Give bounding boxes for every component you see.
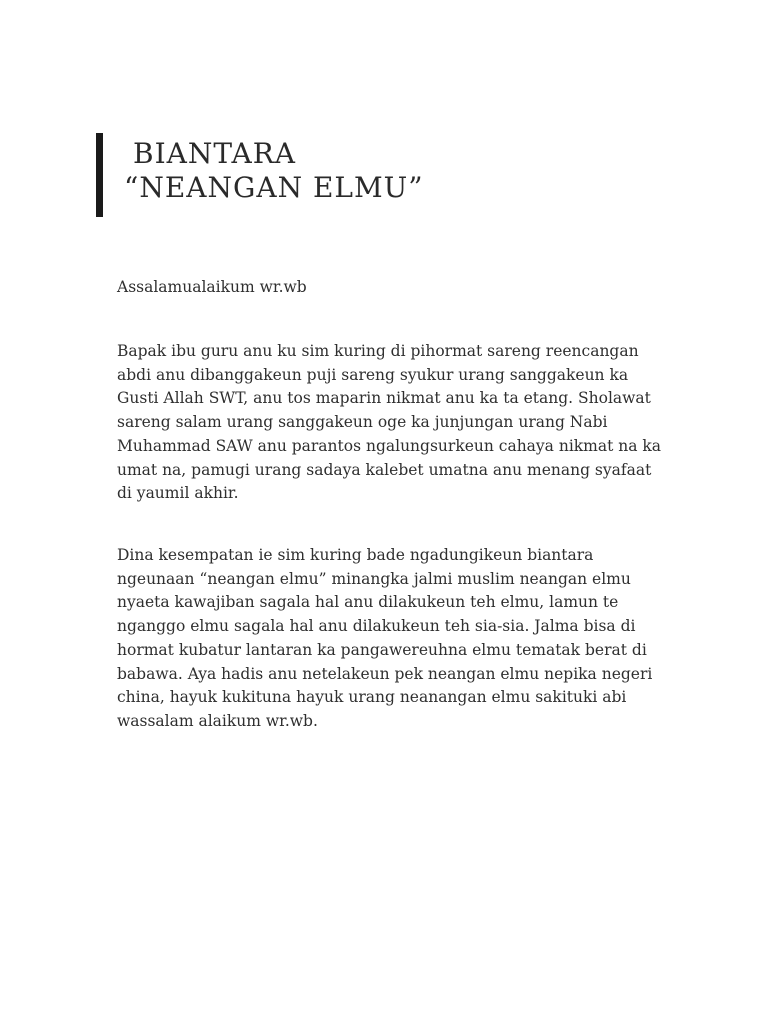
paragraph-opening: Bapak ibu guru anu ku sim kuring di pihormat sareng reencangan abdi anu dibanggakeun puji sareng syukur urang sanggakeun ka Gusti Allah SWT, anu tos maparin nikmat anu ka ta etang. Sholawat sareng salam urang sanggakeun oge ka junjungan urang Nabi Muhammad SAW anu parantos ngalungsurkeun cahaya nikmat na ka umat na, pamugi urang sadaya kalebet umatna anu menang syafaat di yaumil akhir. bbox=[117, 342, 662, 503]
title-line-1: BIANTARA bbox=[133, 137, 297, 170]
greeting-text: Assalamualaikum wr.wb bbox=[117, 278, 307, 296]
title-block bbox=[96, 133, 424, 217]
paragraph-content: Dina kesempatan ie sim kuring bade ngadungikeun biantara ngeunaan “neangan elmu” minangka jalmi muslim neangan elmu nyaeta kawajiban sagala hal anu dilakukeun teh elmu, lamun te nganggo elmu sagala hal anu dilakukeun teh sia-sia. Jalma bisa di hormat kubatur lantaran ka pangawereuhna elmu tematak berat di babawa. Aya hadis anu netelakeun pek neangan elmu nepika negeri china, hayuk kukituna hayuk urang neanangan elmu sakituki abi wassalam alaikum wr.wb. bbox=[117, 546, 653, 730]
title-line-2: “NEANGAN ELMU” bbox=[124, 171, 424, 204]
